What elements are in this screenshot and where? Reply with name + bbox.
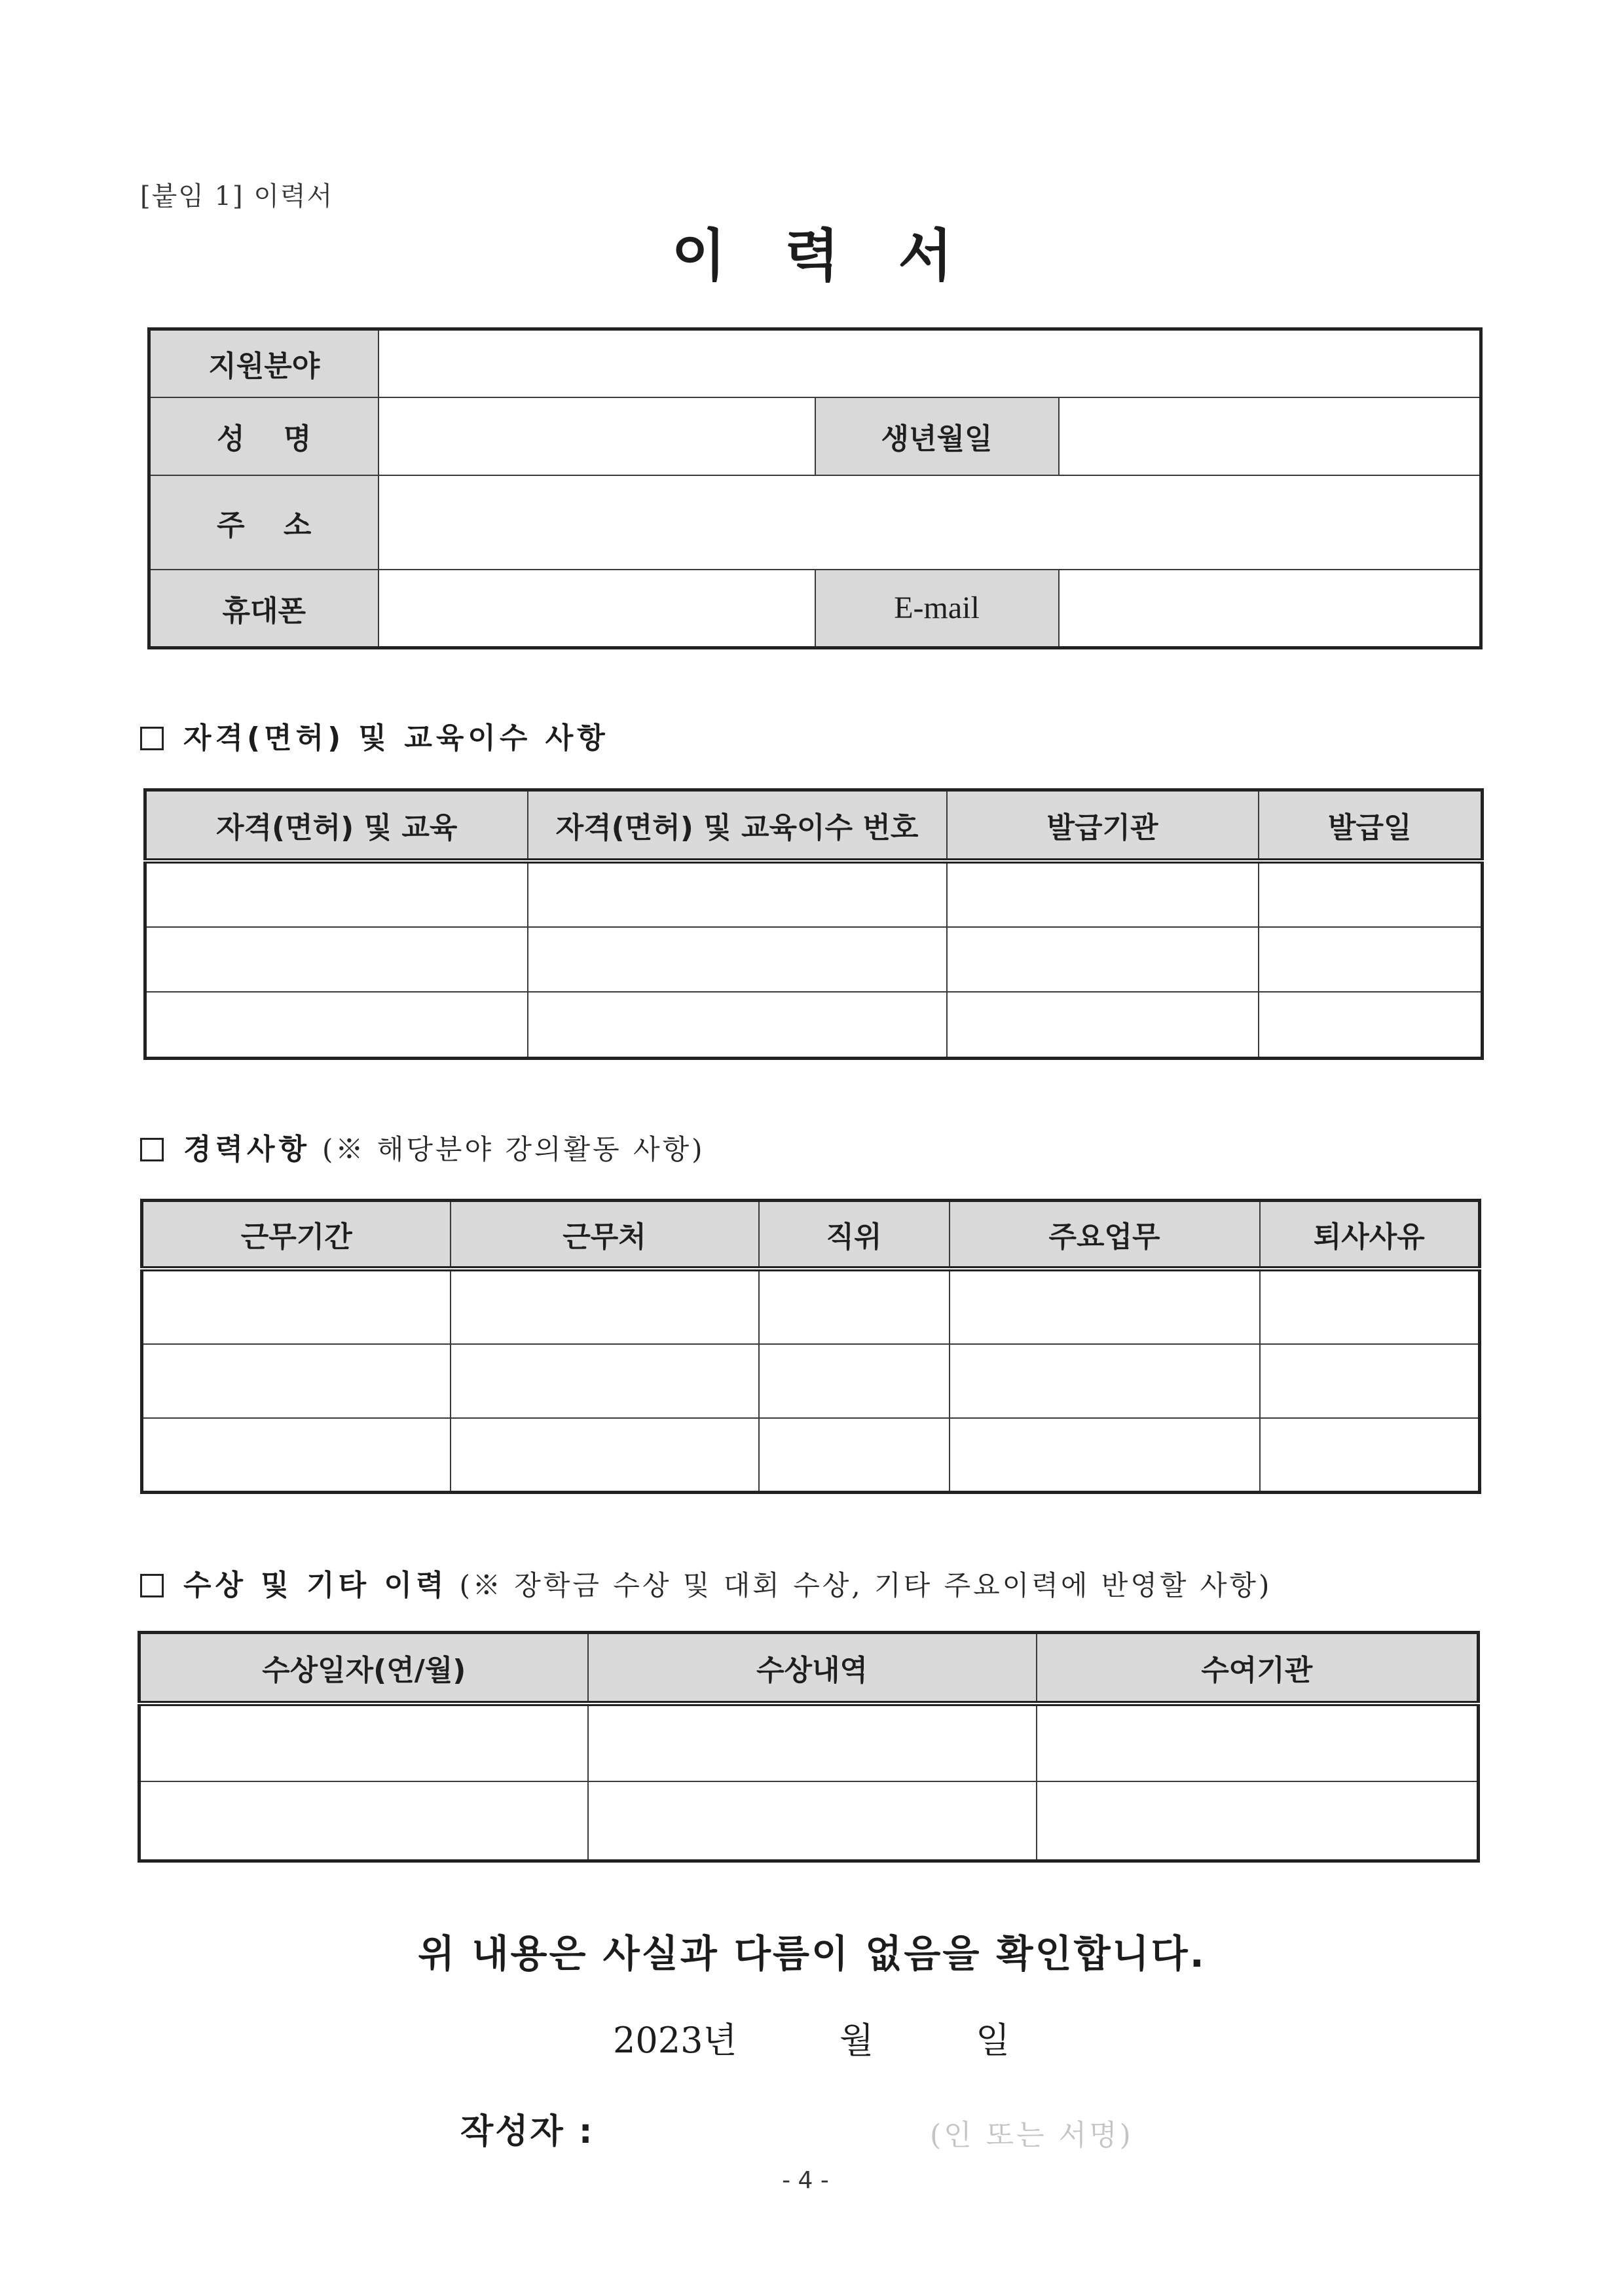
date-year: 2023년	[613, 2020, 737, 2061]
career-table	[140, 1199, 1481, 1494]
column-header: 수여기관	[1037, 1633, 1479, 1704]
table-cell	[528, 861, 947, 927]
table-cell	[950, 1344, 1260, 1418]
table-cell	[1037, 1704, 1479, 1781]
table-cell	[451, 1269, 759, 1344]
table-cell	[947, 861, 1259, 927]
email-value	[1059, 570, 1481, 648]
qualifications-heading	[140, 721, 609, 755]
confirmation-statement: 위 내용은 사실과 다름이 없음을 확인합니다.	[418, 1931, 1206, 1976]
table-cell	[1260, 1344, 1480, 1418]
phone-value	[378, 570, 815, 648]
table-cell	[145, 861, 528, 927]
table-cell	[1037, 1781, 1479, 1861]
column-header: 직위	[759, 1201, 950, 1269]
table-cell	[528, 927, 947, 992]
page-title: 이 력 서	[671, 223, 972, 289]
table-cell	[950, 1269, 1260, 1344]
table-cell	[588, 1781, 1037, 1861]
table-cell	[142, 1418, 451, 1493]
table-row	[149, 397, 1481, 475]
qualifications-table	[143, 788, 1484, 1060]
name-label: 성 명	[149, 397, 378, 475]
column-header: 주요업무	[950, 1201, 1260, 1269]
table-row	[149, 570, 1481, 648]
table-cell	[145, 927, 528, 992]
table-cell	[947, 992, 1259, 1059]
address-label: 주 소	[149, 475, 378, 570]
table-row	[142, 1418, 1480, 1493]
table-row	[142, 1344, 1480, 1418]
awards-heading	[140, 1571, 1272, 1600]
table-cell	[759, 1269, 950, 1344]
name-value	[378, 397, 815, 475]
column-header: 발급일	[1259, 790, 1483, 861]
column-header: 자격(면허) 및 교육이수 번호	[528, 790, 947, 861]
column-header: 근무기간	[142, 1201, 451, 1269]
table-header-row	[139, 1633, 1479, 1704]
table-cell	[1259, 927, 1483, 992]
table-cell	[451, 1344, 759, 1418]
table-row	[139, 1704, 1479, 1781]
awards-table	[138, 1631, 1480, 1863]
table-cell	[1260, 1418, 1480, 1493]
table-cell	[528, 992, 947, 1059]
table-cell	[950, 1418, 1260, 1493]
table-cell	[1259, 992, 1483, 1059]
column-header: 퇴사사유	[1260, 1201, 1480, 1269]
table-cell	[451, 1418, 759, 1493]
page-number: - 4 -	[782, 2167, 829, 2194]
table-cell	[947, 927, 1259, 992]
personal-info-table	[147, 327, 1483, 649]
date-month: 월	[840, 2020, 874, 2061]
birth-label: 생년월일	[815, 397, 1059, 475]
column-header: 자격(면허) 및 교육	[145, 790, 528, 861]
table-row	[149, 329, 1481, 397]
table-header-row	[142, 1201, 1480, 1269]
table-cell	[759, 1344, 950, 1418]
table-cell	[139, 1704, 588, 1781]
table-cell	[142, 1344, 451, 1418]
birth-value	[1059, 397, 1481, 475]
date-day: 일	[976, 2020, 1010, 2061]
table-cell	[759, 1418, 950, 1493]
address-value	[378, 475, 1481, 570]
column-header: 수상내역	[588, 1633, 1037, 1704]
email-label: E-mail	[815, 570, 1059, 648]
career-heading	[140, 1135, 705, 1164]
table-row	[142, 1269, 1480, 1344]
table-row	[149, 475, 1481, 570]
section-title: 경력사항	[183, 1133, 311, 1166]
signature-hint: (인 또는 서명)	[930, 2119, 1134, 2152]
checkbox-icon	[140, 1574, 164, 1597]
section-title: 수상 및 기타 이력	[183, 1569, 448, 1602]
table-cell	[1259, 861, 1483, 927]
field-label: 지원분야	[149, 329, 378, 397]
field-value	[378, 329, 1481, 397]
checkbox-icon	[140, 727, 164, 750]
attachment-label: [붙임 1] 이력서	[140, 181, 334, 211]
table-cell	[145, 992, 528, 1059]
section-note: (※ 장학금 수상 및 대회 수상, 기타 주요이력에 반영할 사항)	[459, 1569, 1272, 1601]
column-header: 수상일자(연/월)	[139, 1633, 588, 1704]
table-cell	[588, 1704, 1037, 1781]
table-cell	[139, 1781, 588, 1861]
table-cell	[142, 1269, 451, 1344]
table-cell	[1260, 1269, 1480, 1344]
column-header: 근무처	[451, 1201, 759, 1269]
section-note: (※ 해당분야 강의활동 사항)	[322, 1133, 705, 1165]
table-row	[145, 927, 1483, 992]
table-row	[139, 1781, 1479, 1861]
table-row	[145, 992, 1483, 1059]
table-row	[145, 861, 1483, 927]
column-header: 발급기관	[947, 790, 1259, 861]
author-label: 작성자 :	[460, 2112, 595, 2151]
table-header-row	[145, 790, 1483, 861]
phone-label: 휴대폰	[149, 570, 378, 648]
checkbox-icon	[140, 1138, 164, 1161]
section-title: 자격(면허) 및 교육이수 사항	[183, 721, 609, 755]
